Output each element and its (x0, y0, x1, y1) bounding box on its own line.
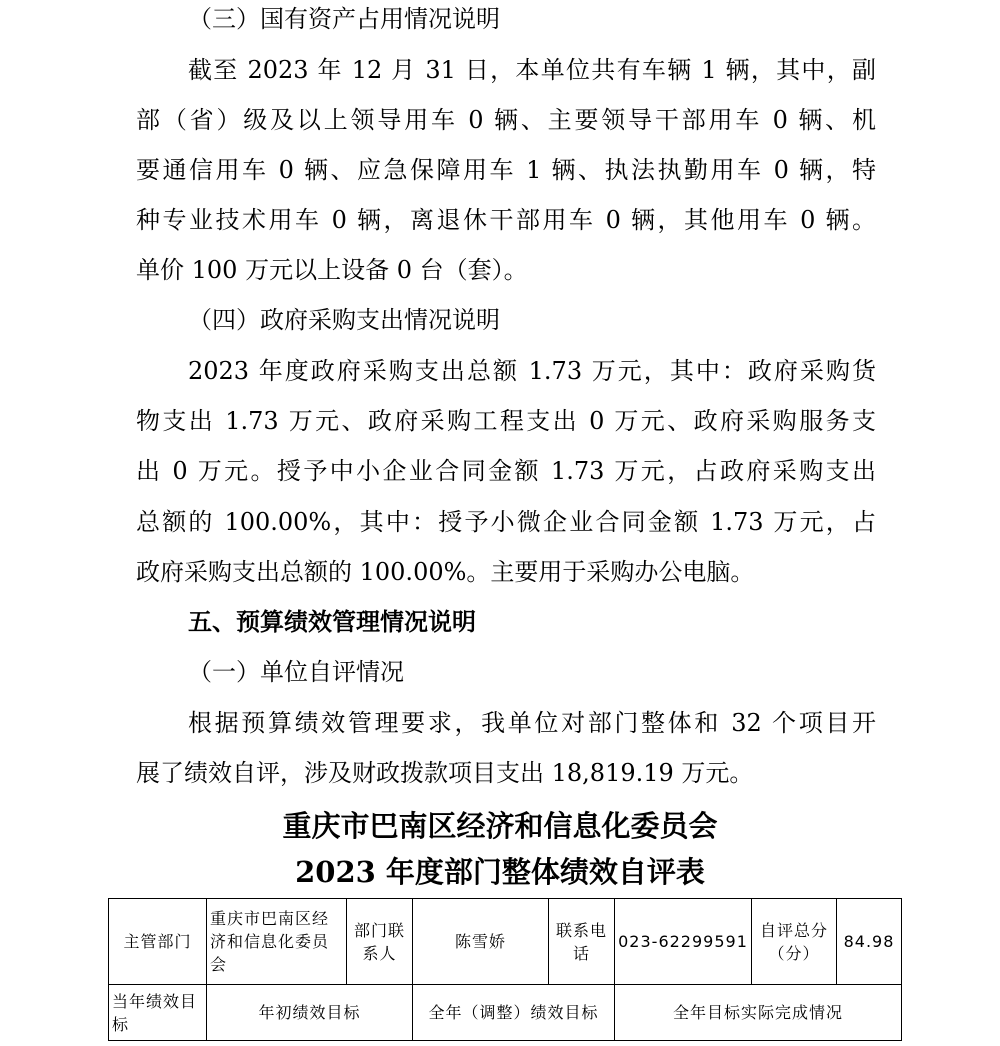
section-4-line-3: 出 0 万元。授予中小企业合同金额 1.73 万元，占政府采购支出 (136, 457, 876, 485)
score-value-cell: 84.98 (837, 899, 902, 985)
contact-value-cell: 陈雪娇 (413, 899, 549, 985)
section-4-line-1: 2023 年度政府采购支出总额 1.73 万元，其中：政府采购货 (188, 357, 876, 385)
section-5-subheading: （一）单位自评情况 (188, 658, 404, 686)
section-3-heading: （三）国有资产占用情况说明 (188, 5, 500, 33)
table-row (109, 899, 902, 985)
phone-value-cell: 023-62299591 (615, 899, 752, 985)
section-3-line-5: 单价 100 万元以上设备 0 台（套）。 (136, 256, 528, 284)
table-title-line-2: 2023 年度部门整体绩效自评表 (295, 855, 705, 889)
score-label-cell: 自评总分（分） (752, 899, 837, 985)
actual-completion-cell: 全年目标实际完成情况 (615, 985, 902, 1041)
table-row (109, 985, 902, 1041)
performance-self-evaluation-table (108, 898, 902, 1041)
section-5-line-1: 根据预算绩效管理要求，我单位对部门整体和 32 个项目开 (188, 709, 876, 737)
goal-label-cell: 当年绩效目标 (109, 985, 207, 1041)
section-4-heading: （四）政府采购支出情况说明 (188, 306, 500, 334)
section-5-line-2: 展了绩效自评，涉及财政拨款项目支出 18,819.19 万元。 (136, 759, 754, 787)
section-4-line-2: 物支出 1.73 万元、政府采购工程支出 0 万元、政府采购服务支 (136, 407, 876, 435)
phone-label-cell: 联系电话 (549, 899, 615, 985)
section-3-line-2: 部（省）级及以上领导用车 0 辆、主要领导干部用车 0 辆、机 (136, 106, 876, 134)
section-3-line-1: 截至 2023 年 12 月 31 日，本单位共有车辆 1 辆，其中，副 (188, 56, 876, 84)
contact-label-cell: 部门联系人 (347, 899, 413, 985)
initial-goal-cell: 年初绩效目标 (207, 985, 413, 1041)
adjusted-goal-cell: 全年（调整）绩效目标 (413, 985, 615, 1041)
section-3-line-3: 要通信用车 0 辆、应急保障用车 1 辆、执法执勤用车 0 辆，特 (136, 156, 876, 184)
table-title-line-1: 重庆市巴南区经济和信息化委员会 (282, 809, 718, 843)
dept-label-cell: 主管部门 (109, 899, 207, 985)
section-4-line-4: 总额的 100.00%，其中：授予小微企业合同金额 1.73 万元，占 (136, 508, 876, 536)
section-3-line-4: 种专业技术用车 0 辆，离退休干部用车 0 辆，其他用车 0 辆。 (136, 206, 876, 234)
section-5-heading: 五、预算绩效管理情况说明 (188, 607, 476, 636)
section-4-line-5: 政府采购支出总额的 100.00%。主要用于采购办公电脑。 (136, 558, 755, 586)
dept-value-cell: 重庆市巴南区经济和信息化委员会 (207, 899, 347, 985)
